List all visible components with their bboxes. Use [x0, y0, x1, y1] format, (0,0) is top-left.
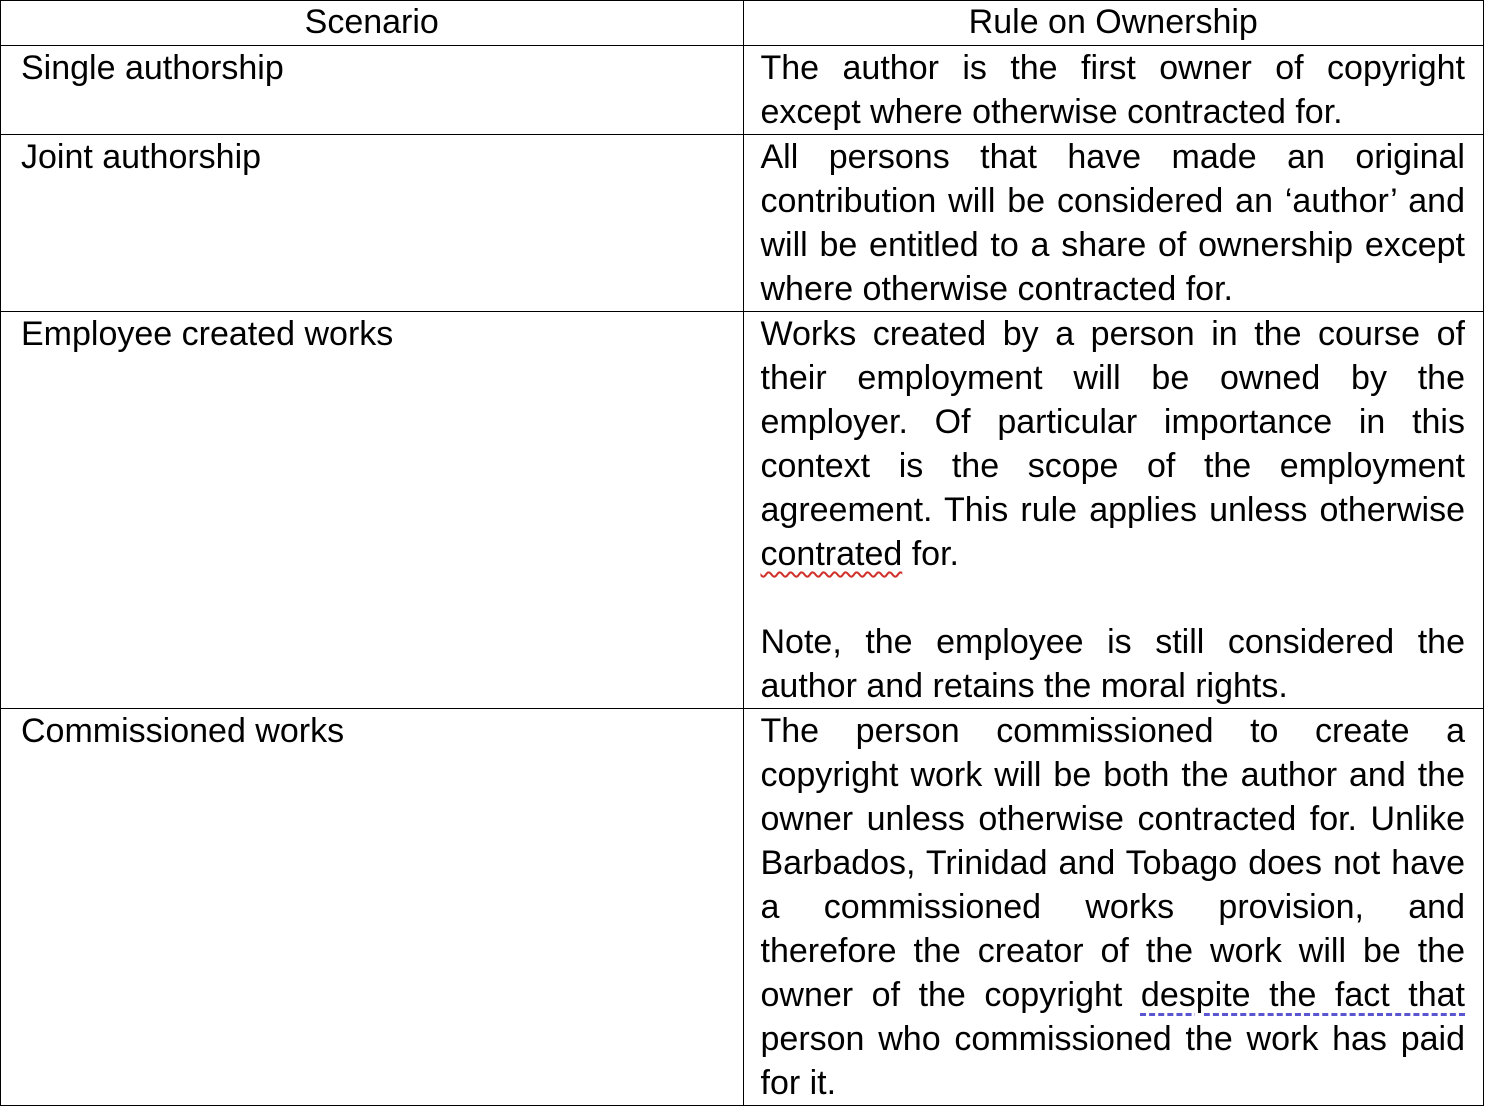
header-rule: Rule on Ownership	[743, 1, 1484, 46]
rule-cell	[743, 312, 1484, 709]
table-row	[1, 46, 1484, 135]
rule-text: The person commissioned to create a copyright work will be both the author and the owner unless otherwise contracted for. Unlike Barbados, Trinidad and Tobago does not have a commissioned works provision, and therefore the creator of the work will be the owner of the copyright	[760, 712, 1465, 1014]
table-row	[1, 312, 1484, 709]
note-paragraph: Note, the employee is still considered the author and retains the moral rights.	[760, 623, 1465, 705]
rule-paragraph	[761, 312, 1466, 576]
rule-cell	[743, 709, 1484, 1106]
rule-paragraph	[761, 709, 1466, 1105]
table-row	[1, 709, 1484, 1106]
rule-cell: All persons that have made an original contribution will be considered an ‘author’ and will be entitled to a share of ownership except where otherwise contracted for.	[743, 135, 1484, 312]
rule-text-end: person who commissioned the work has paid for it.	[760, 1020, 1465, 1102]
rule-cell: The author is the first owner of copyright except where otherwise contracted for.	[743, 46, 1484, 135]
table-row	[1, 135, 1484, 312]
header-row	[1, 1, 1484, 46]
rule-text: Works created by a person in the course of their employment will be owned by the employer. Of particular importance in this context is the scope of the employment agreement. This rule applies unless otherwise	[760, 315, 1465, 529]
scenario-cell: Employee created works	[1, 312, 744, 709]
grammar-flag-phrase[interactable]: despite the fact that	[1140, 976, 1465, 1014]
header-scenario: Scenario	[1, 1, 744, 46]
scenario-cell: Joint authorship	[1, 135, 744, 312]
rule-text-end: for.	[902, 535, 959, 573]
spelling-error-word[interactable]: contrated	[760, 535, 903, 573]
scenario-cell: Commissioned works	[1, 709, 744, 1106]
scenario-cell: Single authorship	[1, 46, 744, 135]
